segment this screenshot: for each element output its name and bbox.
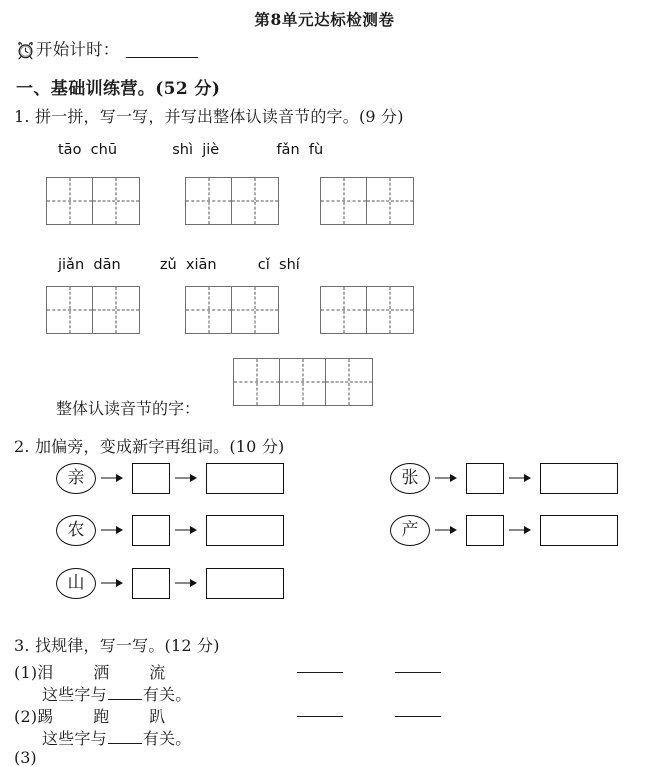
word-box[interactable] bbox=[540, 463, 618, 494]
pinyin-group bbox=[258, 257, 300, 273]
tianzige-grid[interactable] bbox=[320, 286, 414, 334]
note-blank[interactable] bbox=[108, 730, 142, 744]
tianzige-cell[interactable] bbox=[93, 287, 139, 333]
question-2-stem: 2. 加偏旁，变成新字再组词。(10 分) bbox=[14, 437, 285, 456]
pinyin-syllable: jiè bbox=[202, 142, 220, 158]
pattern-item-1-answer-blanks bbox=[297, 672, 441, 673]
base-char-circle: 农 bbox=[56, 515, 96, 546]
tianzige-cell[interactable] bbox=[186, 287, 232, 333]
tianzige-cell[interactable] bbox=[234, 359, 280, 405]
arrow-right-icon bbox=[99, 471, 129, 485]
start-timer-blank[interactable] bbox=[126, 43, 198, 58]
pattern-item-3-index-clipped: (3) bbox=[14, 748, 37, 767]
whole-syllable-answer-grid[interactable] bbox=[233, 358, 373, 406]
tianzige-cell[interactable] bbox=[232, 178, 278, 224]
answer-blank[interactable] bbox=[297, 672, 343, 673]
pattern-item-2-chars bbox=[14, 704, 205, 727]
radical-item bbox=[56, 566, 284, 600]
tianzige-grid[interactable] bbox=[320, 177, 414, 225]
start-timer-row bbox=[16, 38, 198, 62]
pattern-char: 洒 bbox=[93, 663, 110, 682]
base-char-circle: 产 bbox=[390, 515, 430, 546]
pinyin-syllable: fǎn bbox=[276, 142, 300, 158]
pinyin-group bbox=[276, 142, 323, 158]
pattern-item-2-note bbox=[42, 726, 191, 749]
new-char-box[interactable] bbox=[132, 463, 170, 494]
answer-blank[interactable] bbox=[297, 716, 343, 717]
pinyin-row-1 bbox=[58, 142, 323, 158]
tianzige-cell[interactable] bbox=[367, 178, 413, 224]
radical-item bbox=[390, 461, 618, 495]
page-title: 第8单元达标检测卷 bbox=[254, 10, 395, 29]
question-1-stem: 1. 拼一拼，写一写，并写出整体认读音节的字。(9 分) bbox=[14, 107, 404, 126]
tianzige-grid[interactable] bbox=[185, 286, 279, 334]
note-suffix: 有关。 bbox=[142, 729, 192, 748]
tianzige-grid[interactable] bbox=[185, 177, 279, 225]
word-box[interactable] bbox=[206, 515, 284, 546]
tianzige-grid[interactable] bbox=[46, 177, 140, 225]
arrow-right-icon bbox=[433, 471, 463, 485]
pattern-char: 流 bbox=[149, 663, 166, 682]
note-prefix: 这些字与 bbox=[42, 685, 107, 704]
whole-syllable-label: 整体认读音节的字： bbox=[56, 399, 201, 418]
radical-item bbox=[390, 513, 618, 547]
pattern-item-2-answer-blanks bbox=[297, 716, 441, 717]
tianzige-grid[interactable] bbox=[46, 286, 140, 334]
arrow-right-icon bbox=[173, 576, 203, 590]
pattern-item-index: (1) bbox=[14, 663, 38, 682]
pattern-char: 踢 bbox=[37, 707, 54, 726]
pinyin-syllable: fù bbox=[308, 142, 324, 158]
arrow-right-icon bbox=[99, 523, 129, 537]
arrow-right-icon bbox=[507, 471, 537, 485]
tianzige-cell[interactable] bbox=[47, 178, 93, 224]
arrow-right-icon bbox=[173, 523, 203, 537]
pattern-char: 跑 bbox=[93, 707, 110, 726]
radical-item bbox=[56, 513, 284, 547]
answer-blank[interactable] bbox=[395, 716, 441, 717]
pattern-item-index: (2) bbox=[14, 707, 38, 726]
tianzige-cell[interactable] bbox=[321, 178, 367, 224]
base-char-circle: 张 bbox=[390, 463, 430, 494]
pinyin-syllable: dān bbox=[93, 257, 121, 273]
word-box[interactable] bbox=[206, 463, 284, 494]
tianzige-cell[interactable] bbox=[321, 287, 367, 333]
alarm-clock-icon bbox=[16, 41, 35, 60]
word-box[interactable] bbox=[206, 568, 284, 599]
word-box[interactable] bbox=[540, 515, 618, 546]
pinyin-syllable: shí bbox=[279, 257, 300, 273]
tianzige-cell[interactable] bbox=[326, 359, 372, 405]
pinyin-syllable: jiǎn bbox=[58, 257, 85, 273]
pattern-char: 趴 bbox=[149, 707, 166, 726]
tianzige-cell[interactable] bbox=[186, 178, 232, 224]
pinyin-syllable: chū bbox=[90, 142, 118, 158]
pinyin-syllable: xiān bbox=[185, 257, 217, 273]
tianzige-cell[interactable] bbox=[367, 287, 413, 333]
arrow-right-icon bbox=[507, 523, 537, 537]
pinyin-row-2 bbox=[58, 257, 300, 273]
tianzige-cell[interactable] bbox=[93, 178, 139, 224]
section-heading: 一、基础训练营。(52 分) bbox=[16, 79, 221, 99]
pattern-item-1-chars bbox=[14, 660, 205, 683]
pinyin-group bbox=[58, 142, 117, 158]
new-char-box[interactable] bbox=[132, 515, 170, 546]
pinyin-syllable: tāo bbox=[58, 142, 82, 158]
base-char-circle: 亲 bbox=[56, 463, 96, 494]
pinyin-group bbox=[58, 257, 121, 273]
arrow-right-icon bbox=[433, 523, 463, 537]
tianzige-cell[interactable] bbox=[280, 359, 326, 405]
note-blank[interactable] bbox=[108, 686, 142, 700]
pinyin-syllable: zǔ bbox=[159, 257, 177, 273]
pinyin-group bbox=[160, 257, 217, 273]
pattern-item-1-note bbox=[42, 682, 191, 705]
new-char-box[interactable] bbox=[132, 568, 170, 599]
note-suffix: 有关。 bbox=[142, 685, 192, 704]
tianzige-cell[interactable] bbox=[47, 287, 93, 333]
pattern-char: 泪 bbox=[37, 663, 54, 682]
note-prefix: 这些字与 bbox=[42, 729, 107, 748]
pinyin-group bbox=[172, 142, 219, 158]
new-char-box[interactable] bbox=[466, 515, 504, 546]
question-3-stem: 3. 找规律，写一写。(12 分) bbox=[14, 636, 220, 655]
answer-blank[interactable] bbox=[395, 672, 441, 673]
new-char-box[interactable] bbox=[466, 463, 504, 494]
arrow-right-icon bbox=[99, 576, 129, 590]
pinyin-syllable: shì bbox=[172, 142, 194, 158]
arrow-right-icon bbox=[173, 471, 203, 485]
start-timer-label: 开始计时： bbox=[36, 40, 120, 59]
tianzige-cell[interactable] bbox=[232, 287, 278, 333]
pinyin-syllable: cǐ bbox=[257, 257, 270, 273]
radical-item bbox=[56, 461, 284, 495]
base-char-circle: 山 bbox=[56, 568, 96, 599]
